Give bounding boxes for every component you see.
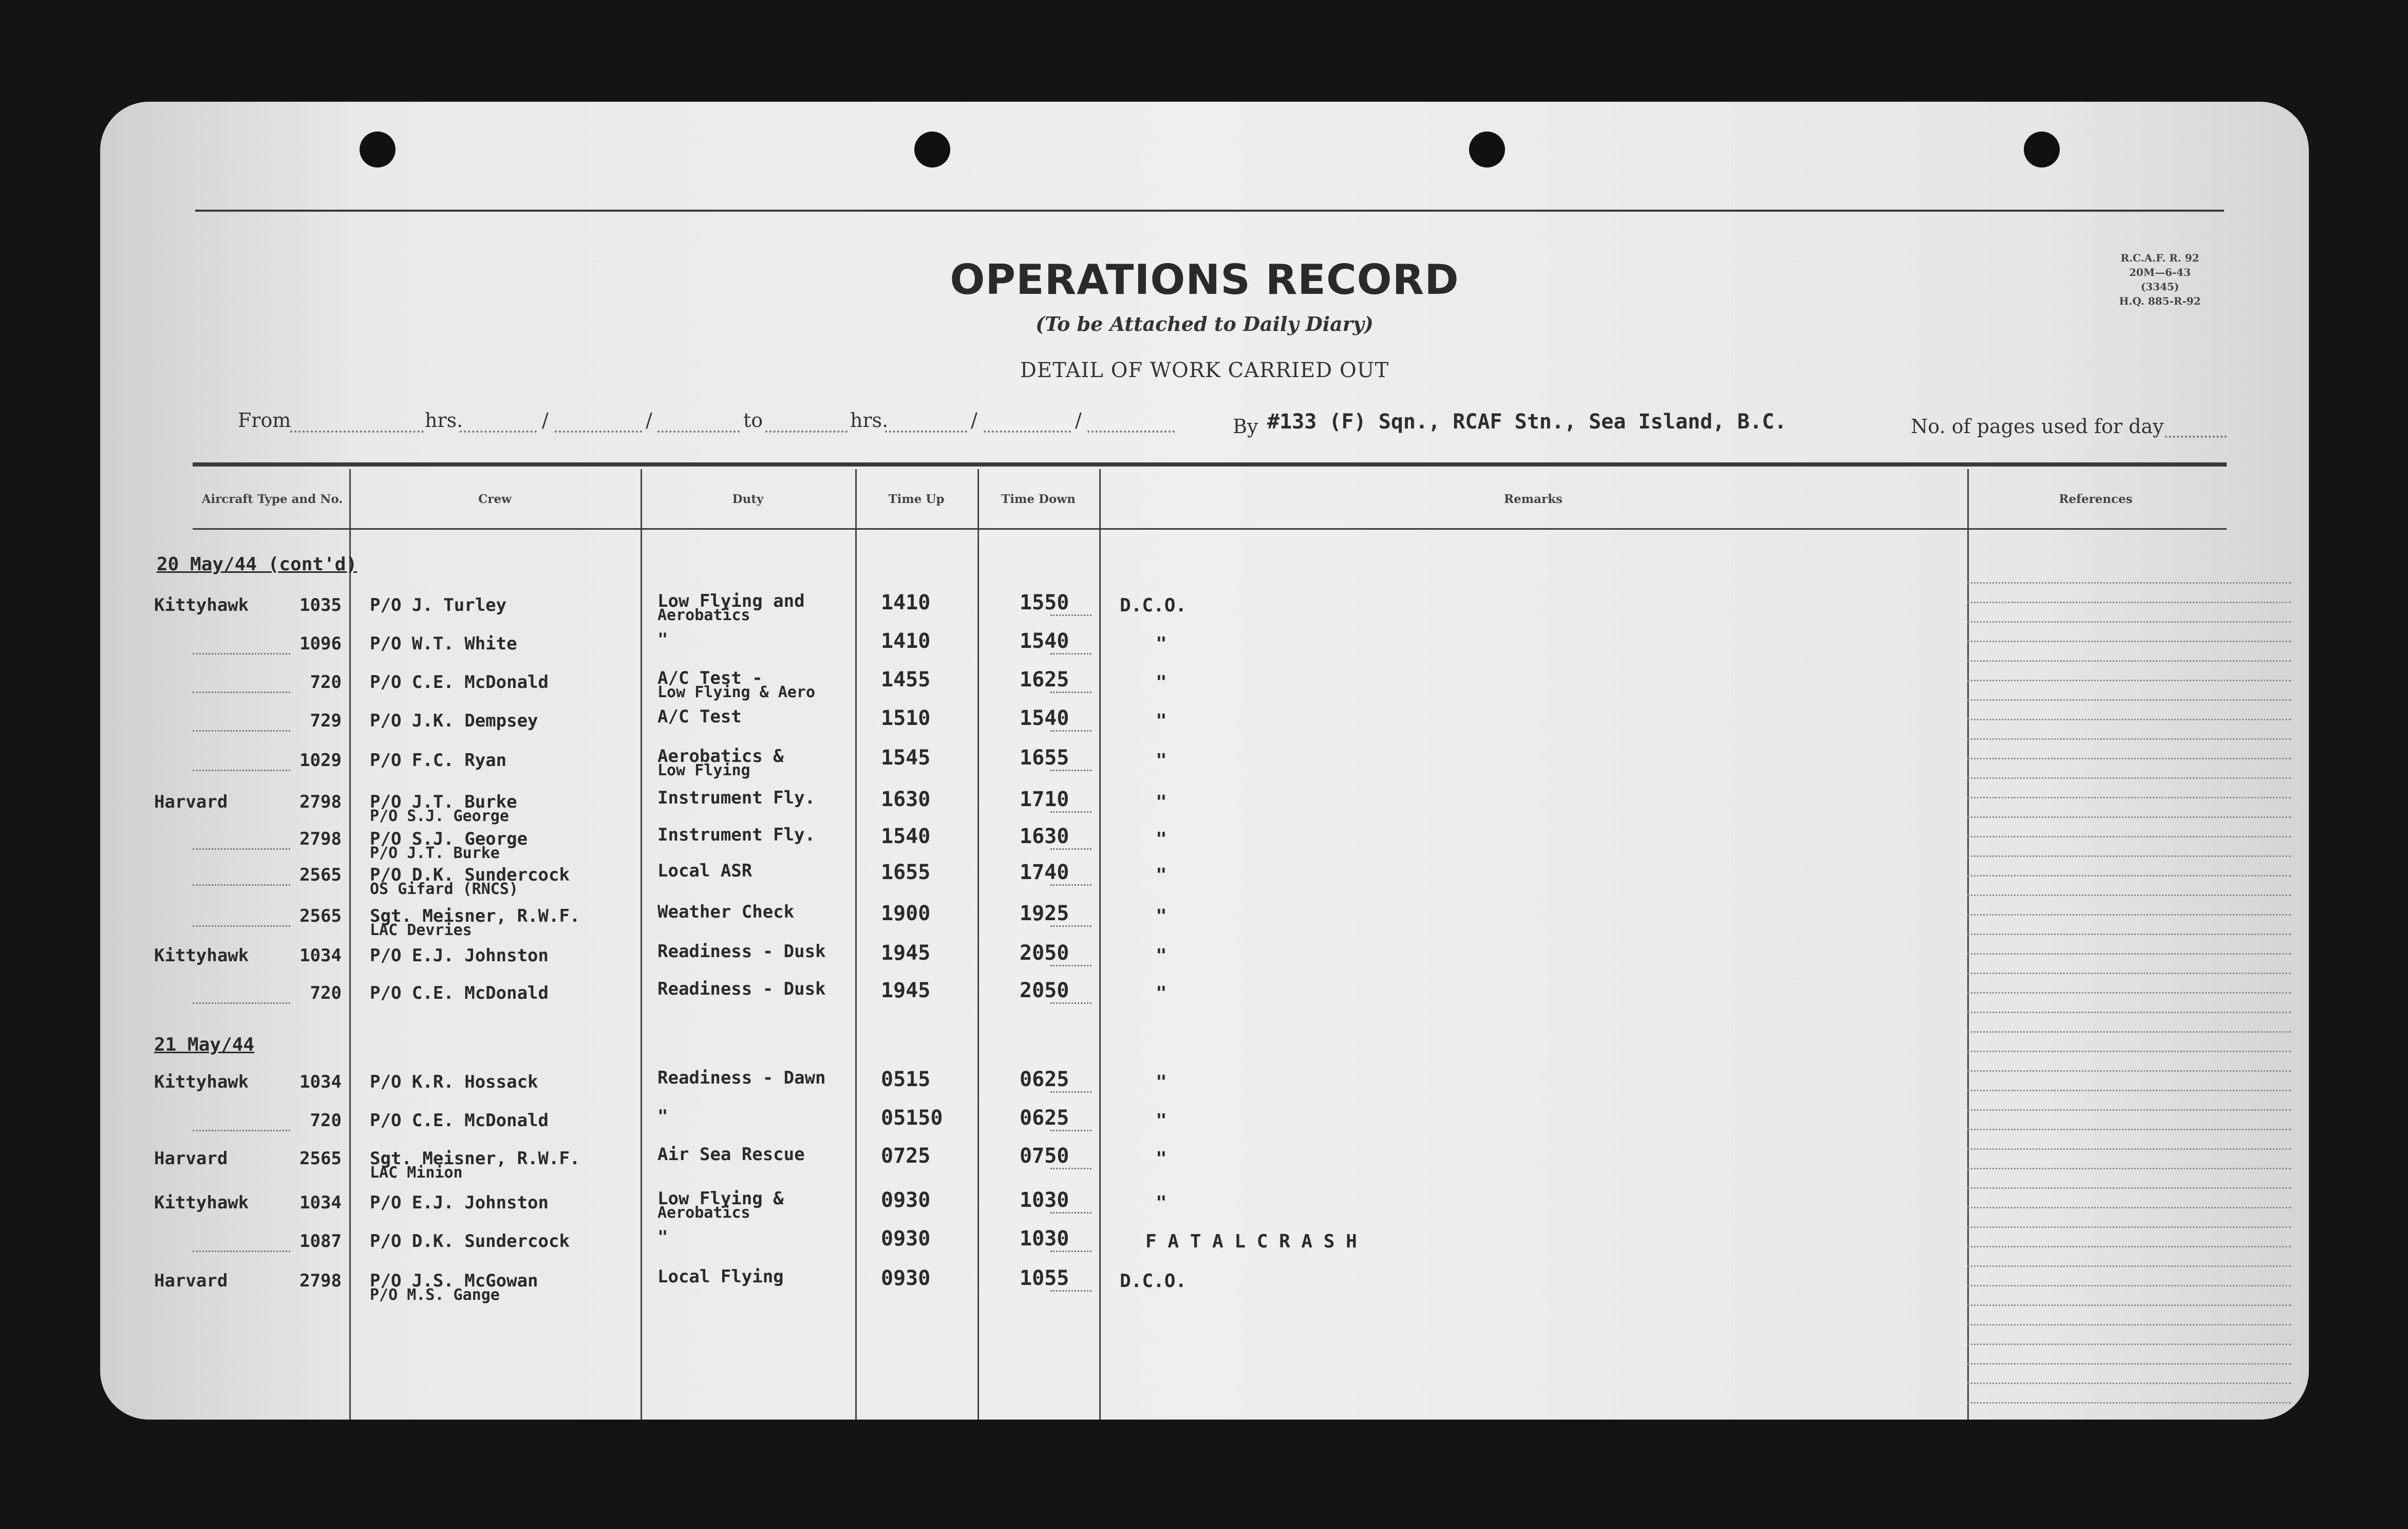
ruled-line — [1967, 992, 2291, 994]
crew-name-2: OS Gifard (RNCS) — [370, 880, 518, 898]
ruled-line — [1967, 914, 2291, 916]
blank-line — [555, 431, 642, 433]
duty-text: " — [657, 1227, 668, 1247]
time-up: 1540 — [881, 825, 931, 848]
ruled-line — [1967, 1265, 2291, 1267]
aircraft-number: 1034 — [299, 945, 342, 966]
crew-name: P/O C.E. McDonald — [370, 983, 549, 1003]
crew-name: Sgt. Meisner, R.W.F. — [370, 1148, 580, 1169]
aircraft-number: 720 — [310, 1110, 342, 1131]
from-label: From — [238, 409, 291, 432]
duty-text: Readiness - Dusk — [657, 941, 826, 962]
crew-name: P/O D.K. Sundercock — [370, 1231, 570, 1252]
aircraft-number: 729 — [310, 711, 342, 731]
remarks-text: " — [1156, 1110, 1167, 1131]
blank-line — [290, 431, 424, 433]
binder-hole — [1469, 132, 1505, 167]
duty-text-2: Aerobatics — [657, 1204, 750, 1222]
aircraft-number: 2565 — [299, 865, 342, 885]
duty-text: Local Flying — [657, 1266, 784, 1287]
binder-hole — [914, 132, 950, 167]
record-card — [100, 102, 2309, 1420]
duty-text: Low Flying and — [657, 591, 805, 611]
time-down: 1655 — [1020, 746, 1069, 770]
ruled-line — [1967, 758, 2291, 759]
time-down: 1540 — [1020, 706, 1069, 730]
duty-text: " — [657, 629, 668, 650]
dot-leader — [1050, 692, 1092, 693]
column-header-duty: Duty — [732, 492, 764, 506]
time-up: 1900 — [881, 902, 931, 925]
duty-text: Air Sea Rescue — [657, 1144, 805, 1165]
time-up: 1630 — [881, 788, 931, 811]
crew-name: P/O C.E. McDonald — [370, 1110, 549, 1131]
table-top-rule — [193, 462, 2227, 467]
aircraft-number: 2565 — [299, 1148, 342, 1169]
dot-leader — [1050, 1130, 1092, 1131]
duty-text-2: Aerobatics — [657, 606, 750, 624]
ruled-line — [1967, 602, 2291, 603]
remarks-text: " — [1156, 792, 1167, 813]
duty-text: Readiness - Dawn — [657, 1068, 826, 1088]
dot-leader — [1050, 884, 1092, 886]
ruled-line — [1967, 1226, 2291, 1228]
time-down: 2050 — [1020, 941, 1069, 965]
time-down: 1550 — [1020, 591, 1069, 614]
aircraft-number: 720 — [310, 672, 342, 693]
dot-leader — [1050, 1251, 1092, 1252]
blank-line — [1087, 431, 1175, 433]
remarks-text: " — [1156, 983, 1167, 1004]
ruled-line — [1967, 680, 2291, 681]
ruled-line — [1967, 1383, 2291, 1384]
duty-text: Aerobatics & — [657, 746, 784, 767]
time-down: 0625 — [1020, 1106, 1069, 1130]
ruled-line — [1967, 1187, 2291, 1189]
aircraft-type: Harvard — [154, 792, 228, 812]
time-up: 0725 — [881, 1144, 931, 1168]
ruled-line — [1967, 1051, 2291, 1052]
ruled-line — [1967, 1285, 2291, 1286]
remarks-text: D.C.O. — [1120, 1271, 1187, 1292]
hrs-label: hrs. — [425, 409, 463, 432]
ruled-line — [1967, 797, 2291, 798]
aircraft-number: 2798 — [299, 829, 342, 849]
form-code-line: H.Q. 885-R-92 — [2119, 295, 2201, 307]
ruled-line — [1967, 934, 2291, 935]
remarks-text: " — [1156, 672, 1167, 693]
crew-name-2: P/O S.J. George — [370, 807, 509, 825]
ruled-line — [1967, 1402, 2291, 1404]
aircraft-number: 1034 — [299, 1072, 342, 1092]
blank-line — [657, 431, 740, 433]
crew-name: P/O J. Turley — [370, 595, 507, 616]
blank-line — [2165, 436, 2227, 438]
column-header-remarks: Remarks — [1504, 492, 1563, 506]
hrs-label: hrs. — [850, 409, 889, 432]
dot-leader — [1050, 1002, 1092, 1004]
dot-leader — [1050, 653, 1092, 655]
remarks-text: " — [1156, 633, 1167, 655]
remarks-text: " — [1156, 750, 1167, 771]
ruled-line — [1967, 1344, 2291, 1345]
blank-line — [984, 431, 1071, 433]
crew-name-2: LAC Minion — [370, 1164, 463, 1182]
column-header-references: References — [2059, 492, 2133, 506]
ruled-line — [1967, 641, 2291, 642]
ruled-line — [1967, 1168, 2291, 1169]
ruled-line — [1967, 1304, 2291, 1306]
slash: / — [646, 409, 652, 432]
time-up: 0930 — [881, 1266, 931, 1290]
aircraft-number: 1096 — [299, 633, 342, 654]
detail-heading: DETAIL OF WORK CARRIED OUT — [1020, 359, 1389, 382]
time-down: 1540 — [1020, 629, 1069, 653]
pages-label: No. of pages used for day — [1911, 415, 2164, 438]
aircraft-type: Kittyhawk — [154, 595, 249, 616]
ruled-line — [1967, 738, 2291, 740]
crew-name-2: P/O J.T. Burke — [370, 844, 500, 862]
time-down: 0750 — [1020, 1144, 1069, 1168]
binder-hole — [360, 132, 396, 167]
blank-line — [885, 431, 967, 433]
dot-leader — [1050, 1168, 1092, 1169]
ruled-line — [1967, 875, 2291, 877]
crew-name: P/O E.J. Johnston — [370, 945, 549, 966]
column-divider — [855, 469, 857, 1420]
column-header-crew: Crew — [478, 492, 512, 506]
crew-name: Sgt. Meisner, R.W.F. — [370, 906, 580, 926]
by-label: By — [1233, 415, 1258, 438]
time-down: 2050 — [1020, 979, 1069, 1002]
page-subtitle: (To be Attached to Daily Diary) — [1036, 312, 1374, 335]
time-up: 05150 — [881, 1106, 943, 1130]
remarks-text: " — [1156, 1072, 1167, 1093]
header-rule — [193, 528, 2227, 530]
aircraft-number: 1029 — [299, 750, 342, 771]
time-up: 1410 — [881, 591, 931, 614]
crew-name: P/O K.R. Hossack — [370, 1072, 538, 1092]
ruled-line — [1967, 777, 2291, 779]
aircraft-number: 1034 — [299, 1192, 342, 1213]
column-divider — [977, 469, 979, 1420]
time-up: 1945 — [881, 941, 931, 965]
ruled-line — [1967, 1148, 2291, 1150]
time-down: 1030 — [1020, 1227, 1069, 1251]
remarks-text: " — [1156, 711, 1167, 732]
aircraft-number: 720 — [310, 983, 342, 1003]
ruled-line — [1967, 1129, 2291, 1130]
remarks-text: " — [1156, 865, 1167, 886]
column-header-aircraft: Aircraft Type and No. — [201, 492, 343, 506]
time-up: 1545 — [881, 746, 931, 770]
aircraft-number: 2565 — [299, 906, 342, 926]
dot-leader — [1050, 614, 1092, 616]
ruled-line — [1967, 816, 2291, 818]
dot-leader — [1050, 730, 1092, 732]
time-up: 0930 — [881, 1188, 931, 1212]
form-code-line: 20M—6-43 (3345) — [2129, 266, 2191, 293]
aircraft-type: Kittyhawk — [154, 1072, 249, 1092]
ruled-line — [1967, 973, 2291, 974]
ruled-line — [1967, 894, 2291, 896]
dot-leader — [1050, 770, 1092, 771]
duty-text: Instrument Fly. — [657, 825, 816, 845]
crew-name: P/O J.K. Dempsey — [370, 711, 538, 731]
duty-text: " — [657, 1106, 668, 1127]
column-divider — [1967, 469, 1969, 1420]
aircraft-type: Harvard — [154, 1271, 228, 1291]
to-label: to — [743, 409, 763, 432]
remarks-text: " — [1156, 1192, 1167, 1214]
ruled-line — [1967, 621, 2291, 623]
dot-leader — [1050, 848, 1092, 850]
top-rule — [195, 210, 2224, 212]
crew-name: P/O J.T. Burke — [370, 792, 517, 812]
duty-text: Instrument Fly. — [657, 788, 816, 808]
ruled-line — [1967, 855, 2291, 857]
crew-name: P/O F.C. Ryan — [370, 750, 507, 771]
ruled-line — [1967, 660, 2291, 662]
form-code-line: R.C.A.F. R. 92 — [2120, 252, 2199, 264]
ruled-line — [1967, 1363, 2291, 1365]
ruled-line — [1967, 699, 2291, 701]
crew-name: P/O S.J. George — [370, 829, 528, 849]
column-header-time-down: Time Down — [1001, 492, 1076, 506]
date-heading: 20 May/44 (cont'd) — [157, 554, 358, 575]
time-up: 0930 — [881, 1227, 931, 1251]
ruled-line — [1967, 719, 2291, 720]
remarks-text: D.C.O. — [1120, 595, 1187, 616]
blank-line — [765, 431, 848, 433]
crew-name-2: P/O M.S. Gange — [370, 1286, 500, 1304]
by-value: #133 (F) Sqn., RCAF Stn., Sea Island, B.C. — [1267, 410, 1787, 434]
aircraft-type: Harvard — [154, 1148, 228, 1169]
time-up: 1945 — [881, 979, 931, 1002]
time-down: 0625 — [1020, 1068, 1069, 1091]
aircraft-number: 2798 — [299, 1271, 342, 1291]
ruled-line — [1967, 582, 2291, 584]
time-down: 1925 — [1020, 902, 1069, 925]
time-down: 1055 — [1020, 1266, 1069, 1290]
remarks-text: " — [1156, 945, 1167, 966]
ruled-line — [1967, 1012, 2291, 1013]
ruled-line — [1967, 1246, 2291, 1247]
duty-text: A/C Test — [657, 706, 742, 727]
ruled-line — [1967, 1031, 2291, 1033]
aircraft-number: 2798 — [299, 792, 342, 812]
dot-leader — [1050, 1290, 1092, 1292]
column-header-time-up: Time Up — [888, 492, 945, 506]
ruled-line — [1967, 1109, 2291, 1111]
crew-name-2: LAC Devries — [370, 921, 472, 939]
time-up: 1655 — [881, 861, 931, 884]
column-divider — [1099, 469, 1101, 1420]
ruled-line — [1967, 953, 2291, 955]
time-up: 1510 — [881, 706, 931, 730]
ruled-line — [1967, 1207, 2291, 1208]
column-divider — [641, 469, 642, 1420]
time-down: 1710 — [1020, 788, 1069, 811]
time-down: 1625 — [1020, 668, 1069, 692]
dot-leader — [1050, 1212, 1092, 1214]
ruled-line — [1967, 1324, 2291, 1326]
remarks-text: " — [1156, 829, 1167, 850]
slash: / — [1075, 409, 1082, 432]
duty-text-2: Low Flying & Aero — [657, 683, 816, 701]
time-down: 1740 — [1020, 861, 1069, 884]
aircraft-type: Kittyhawk — [154, 945, 249, 966]
binder-hole — [2024, 132, 2060, 167]
duty-text: Low Flying & — [657, 1188, 784, 1209]
date-heading: 21 May/44 — [154, 1034, 255, 1055]
time-up: 1410 — [881, 629, 931, 653]
ruled-line — [1967, 836, 2291, 837]
slash: / — [542, 409, 549, 432]
ruled-line — [1967, 1070, 2291, 1072]
page-title: OPERATIONS RECORD — [950, 256, 1459, 304]
remarks-text: F A T A L C R A S H — [1145, 1231, 1357, 1252]
dot-leader — [1050, 811, 1092, 813]
dot-leader — [1050, 925, 1092, 927]
duty-text: A/C Test - — [657, 668, 763, 688]
duty-text: Local ASR — [657, 861, 752, 881]
crew-name: P/O D.K. Sundercock — [370, 865, 570, 885]
column-divider — [349, 469, 351, 1420]
time-down: 1030 — [1020, 1188, 1069, 1212]
ruled-line — [1967, 1090, 2291, 1091]
aircraft-type: Kittyhawk — [154, 1192, 249, 1213]
crew-name: P/O W.T. White — [370, 633, 517, 654]
time-up: 0515 — [881, 1068, 931, 1091]
slash: / — [971, 409, 977, 432]
aircraft-number: 1087 — [299, 1231, 342, 1252]
duty-text: Readiness - Dusk — [657, 979, 826, 999]
dot-leader — [1050, 1091, 1092, 1093]
remarks-text: " — [1156, 906, 1167, 927]
duty-text: Weather Check — [657, 902, 795, 922]
time-up: 1455 — [881, 668, 931, 692]
blank-line — [460, 431, 537, 433]
crew-name: P/O E.J. Johnston — [370, 1192, 549, 1213]
time-down: 1630 — [1020, 825, 1069, 848]
crew-name: P/O C.E. McDonald — [370, 672, 549, 693]
aircraft-number: 1035 — [299, 595, 342, 616]
dot-leader — [1050, 965, 1092, 966]
duty-text-2: Low Flying — [657, 761, 750, 779]
remarks-text: " — [1156, 1148, 1167, 1169]
crew-name: P/O J.S. McGowan — [370, 1271, 538, 1291]
